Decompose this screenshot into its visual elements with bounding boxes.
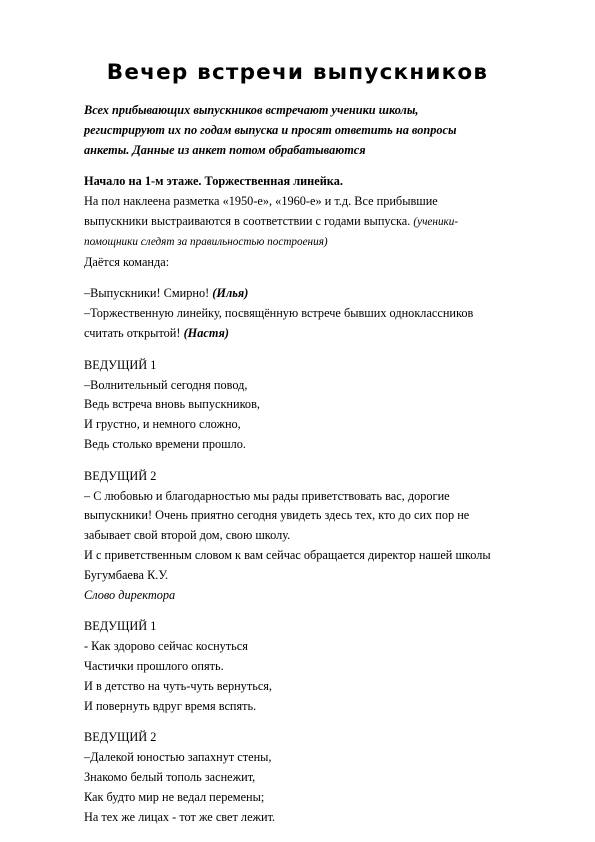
opening-line: На пол наклеена разметка «1950-е», «1960-е» и т.д. Все прибывшие: [84, 194, 438, 209]
opening-note: помощники следят за правильностью построения): [84, 235, 328, 248]
intro-line: анкеты. Данные из анкет потом обрабатываются: [84, 142, 366, 157]
command-speaker: (Илья): [212, 286, 249, 301]
speaker-label: ВЕДУЩИЙ 2: [84, 730, 157, 745]
speech-line: Бугумбаева К.У.: [84, 567, 169, 582]
command-line: [84, 324, 559, 344]
opening-line: Даётся команда:: [84, 254, 170, 269]
opening-line: [84, 212, 559, 233]
section-host-1-second: [84, 617, 559, 716]
command-line: [84, 284, 559, 304]
command-text: –Выпускники! Смирно!: [84, 286, 213, 301]
speaker-label: ВЕДУЩИЙ 2: [84, 468, 157, 483]
document-body: [84, 101, 559, 827]
verse-line: Знакомо белый тополь заснежит,: [84, 769, 256, 784]
commands-paragraph: [84, 284, 559, 343]
verse-line: –Волнительный сегодня повод,: [84, 377, 248, 392]
verse-line: И грустно, и немного сложно,: [84, 417, 241, 432]
intro-line: Всех прибывающих выпускников встречают ученики школы,: [84, 103, 419, 117]
opening-text: выпускники выстраиваются в соответствии с годами выпуска.: [84, 213, 414, 228]
verse-line: Частички прошлого опять.: [84, 658, 224, 673]
verse-line: И в детство на чуть-чуть вернуться,: [84, 678, 273, 693]
document-title: Вечер встречи выпускников: [106, 60, 489, 85]
speech-line: выпускники! Очень приятно сегодня увидеть здесь тех, кто до сих пор не: [84, 508, 470, 523]
verse-line: - Как здорово сейчас коснуться: [84, 639, 248, 654]
verse-line: Как будто мир не ведал перемены;: [84, 789, 265, 804]
opening-paragraph: [84, 172, 559, 272]
stage-note: Слово директора: [84, 587, 176, 602]
verse-line: На тех же лицах - тот же свет лежит.: [84, 809, 276, 824]
command-speaker: (Настя): [183, 325, 229, 340]
speech-line: – С любовью и благодарностью мы рады приветствовать вас, дорогие: [84, 488, 450, 503]
intro-line: регистрируют их по годам выпуска и просят ответить на вопросы: [84, 122, 457, 137]
verse-line: Ведь столько времени прошло.: [84, 436, 247, 451]
command-line: –Торжественную линейку, посвящённую встрече бывших одноклассников: [84, 306, 474, 321]
command-text: считать открытой!: [84, 325, 184, 340]
speech-line: забывает свой второй дом, свою школу.: [84, 528, 291, 543]
opening-heading: Начало на 1-м этаже. Торжественная линейка.: [84, 174, 343, 189]
section-host-2-second: [84, 728, 559, 827]
speaker-label: ВЕДУЩИЙ 1: [84, 357, 157, 372]
verse-line: –Далекой юностью запахнут стены,: [84, 750, 272, 765]
section-host-2: [84, 467, 559, 606]
verse-line: И повернуть вдруг время вспять.: [84, 698, 257, 713]
opening-note: (ученики-: [413, 215, 459, 228]
verse-line: Ведь встреча вновь выпускников,: [84, 397, 260, 412]
intro-paragraph: [84, 101, 559, 160]
section-host-1: [84, 356, 559, 455]
speaker-label: ВЕДУЩИЙ 1: [84, 619, 157, 634]
speech-line: И с приветственным словом к вам сейчас обращается директор нашей школы: [84, 547, 491, 562]
